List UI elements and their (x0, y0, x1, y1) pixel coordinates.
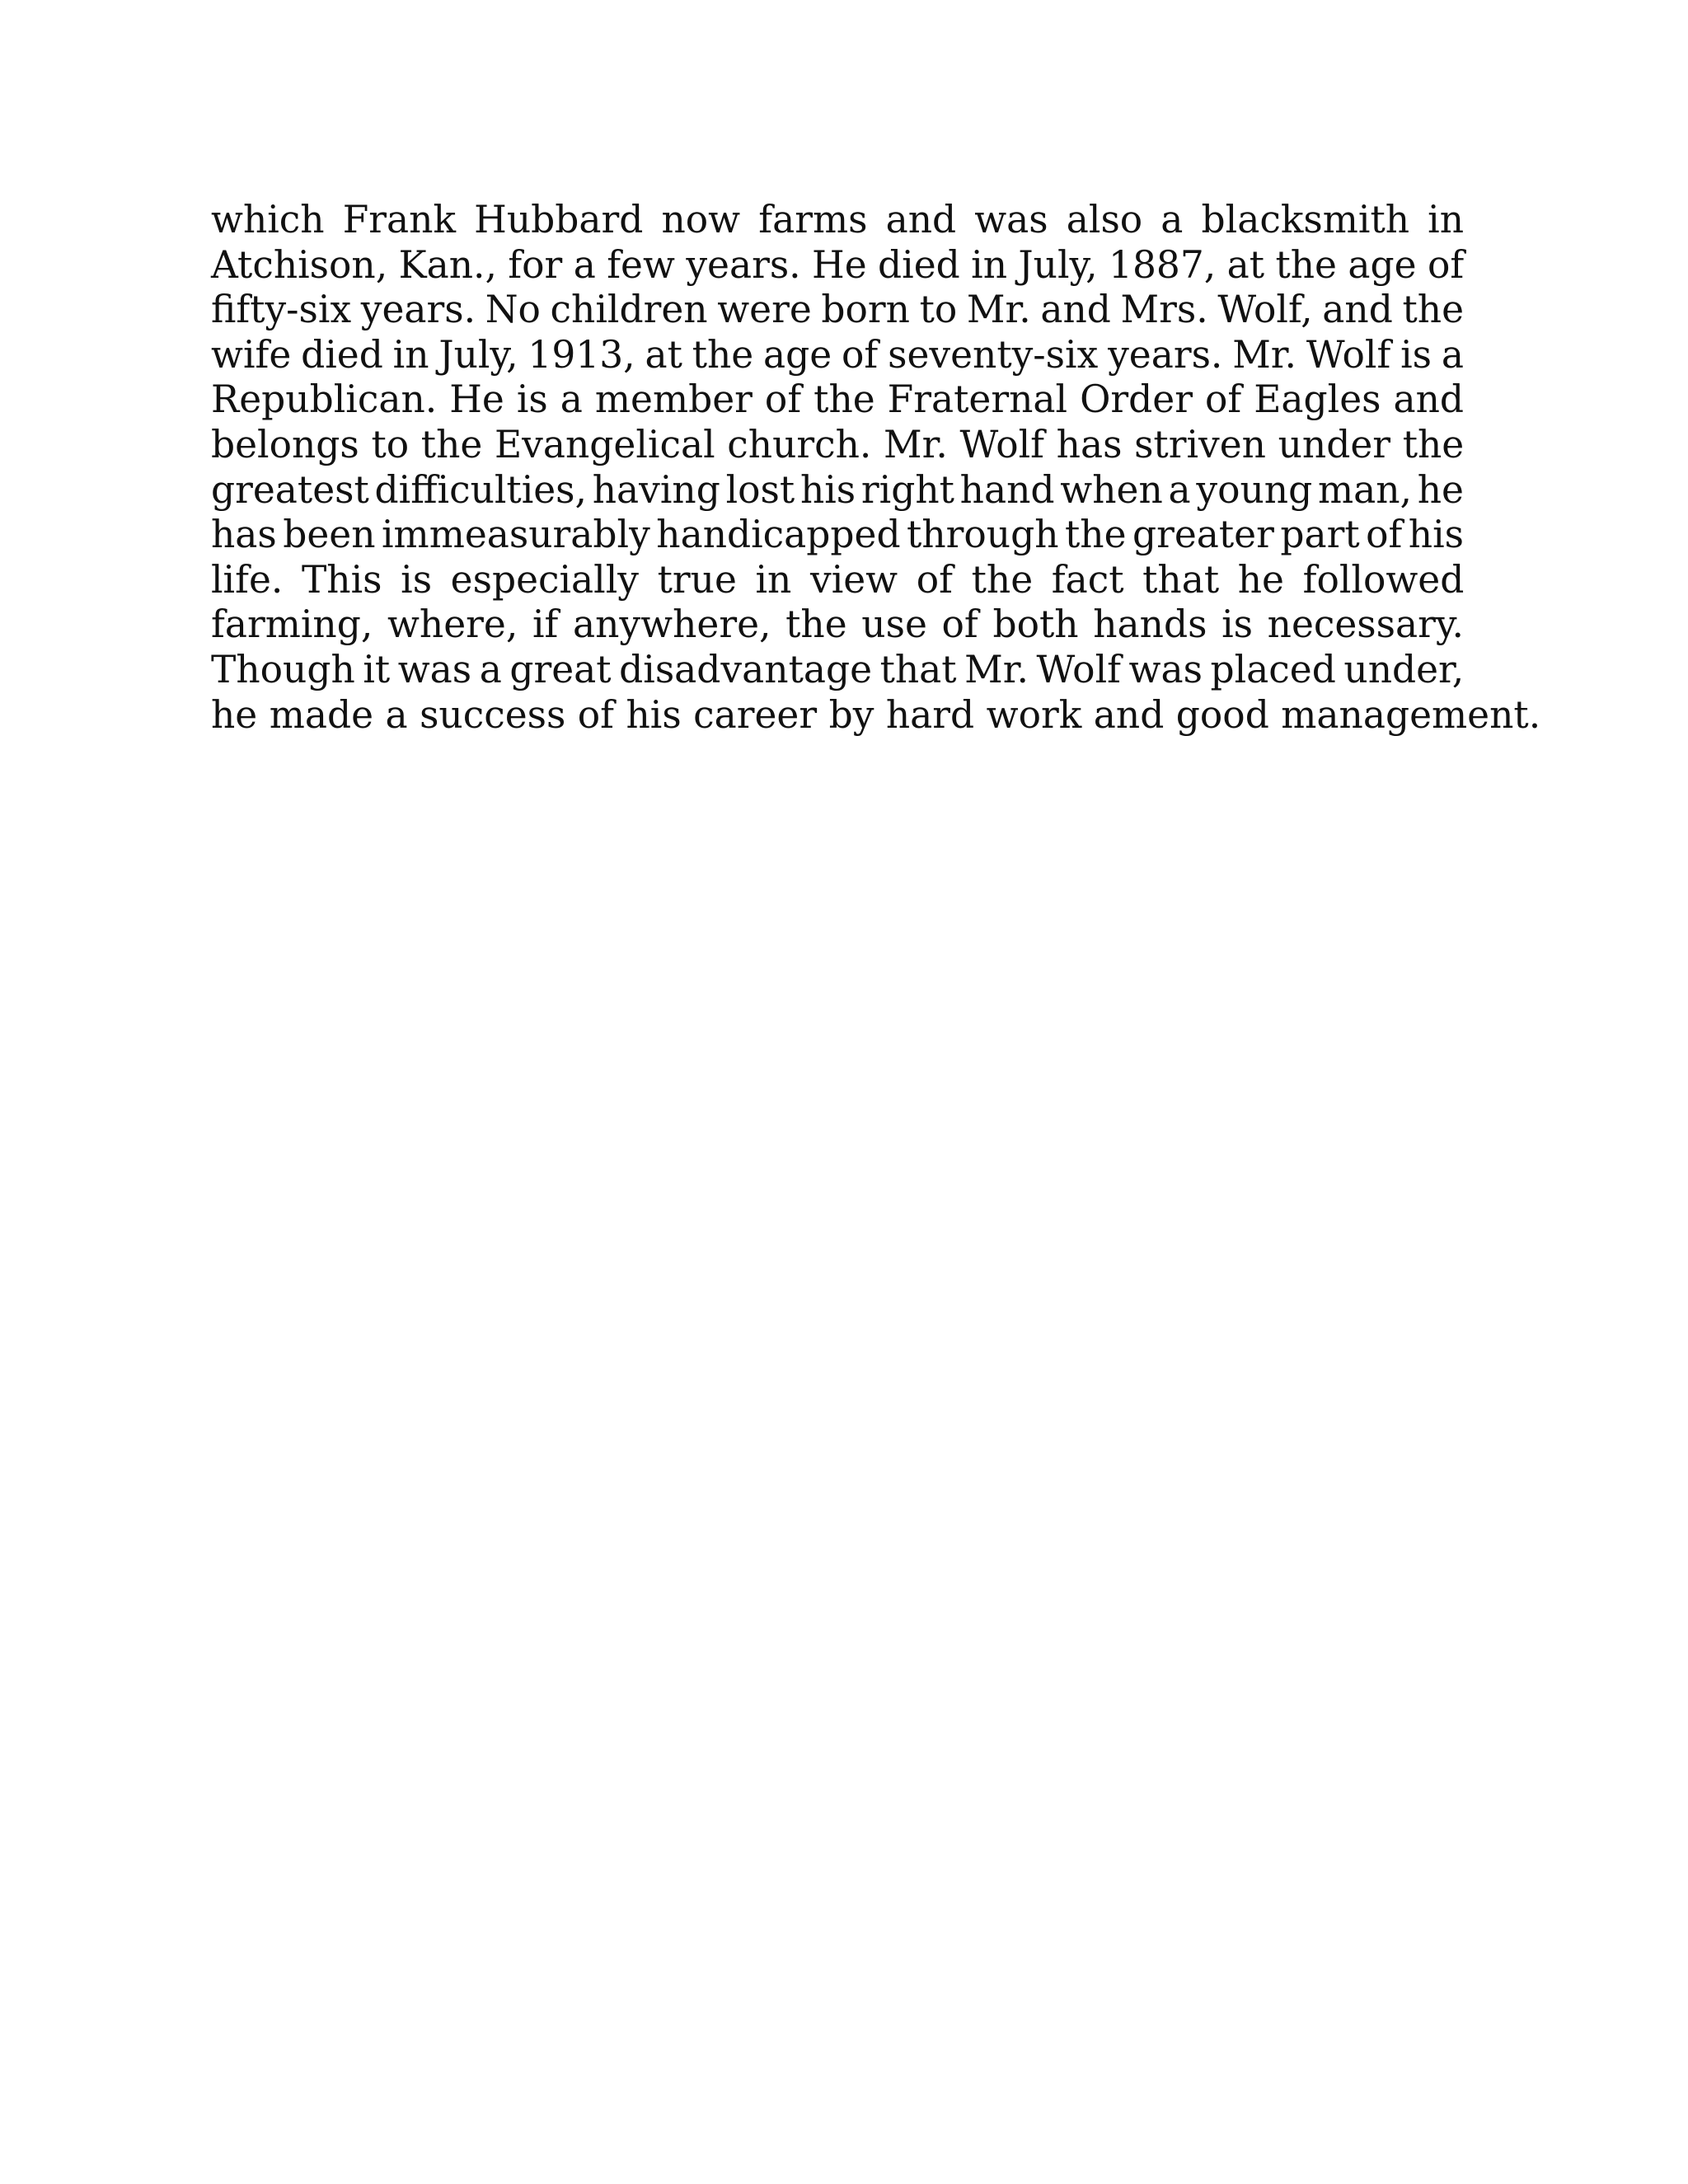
body-paragraph (211, 198, 1541, 738)
paragraph-line: which Frank Hubbard now farms and was also a blacksmith in (211, 198, 1464, 241)
paragraph-line: farming, where, if anywhere, the use of both hands is necessary. (211, 602, 1464, 647)
paragraph-line: wife died in July, 1913, at the age of seventy-six years. Mr. Wolf is a (211, 332, 1464, 377)
paragraph-line: greatest difficulties, having lost his right hand when a young man, he (211, 467, 1464, 512)
paragraph-line: he made a success of his career by hard work and good management. (211, 692, 1541, 737)
paragraph-line: Atchison, Kan., for a few years. He died in July, 1887, at the age of (211, 242, 1465, 287)
paragraph-line: belongs to the Evangelical church. Mr. Wolf has striven under the (211, 422, 1465, 466)
paragraph-line: has been immeasurably handicapped through the greater part of his (211, 513, 1464, 557)
paragraph-line: Though it was a great disadvantage that Mr. Wolf was placed under, (211, 647, 1465, 691)
paragraph-line: fifty-six years. No children were born to Mr. and Mrs. Wolf, and the (211, 288, 1464, 332)
paragraph-line: life. This is especially true in view of the fact that he followed (211, 557, 1465, 602)
paragraph-line: Republican. He is a member of the Fraternal Order of Eagles and (211, 377, 1465, 422)
